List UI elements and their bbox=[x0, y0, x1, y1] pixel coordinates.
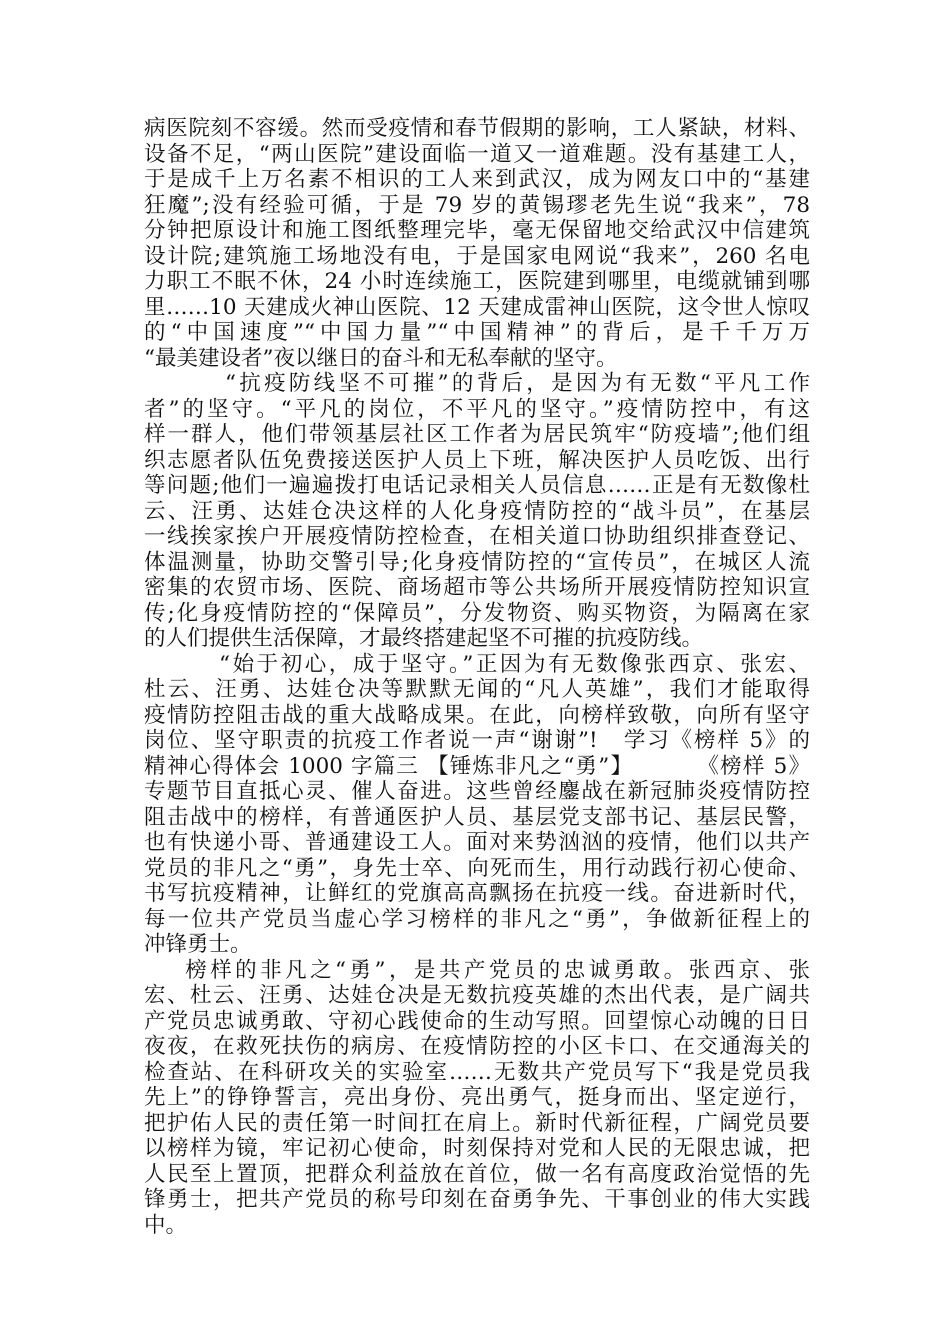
text-line: 人民至上置顶，把群众利益放在首位，做一名有高度政治觉悟的先 bbox=[144, 1161, 810, 1187]
text-line: 检查站、在科研攻关的实验室……无数共产党员写下“我是党员我 bbox=[144, 1059, 810, 1085]
text-line: 一线挨家挨户开展疫情防控检查，在相关道口协助组织排查登记、 bbox=[144, 524, 810, 549]
text-line: 精神心得体会 1000 字篇三 【锤炼非凡之“勇”】 《榜样 5》 bbox=[144, 753, 810, 779]
text-line: 设计院;建筑施工场地没有电，于是国家电网说“我来”，260 名电 bbox=[144, 243, 810, 269]
text-line: 党员的非凡之“勇”，身先士卒、向死而生，用行动践行初心使命、 bbox=[144, 855, 810, 881]
text-line: 样一群人，他们带领基层社区工作者为居民筑牢“防疫墙”;他们组 bbox=[144, 422, 810, 447]
text-line: 密集的农贸市场、医院、商场超市等公共场所开展疫情防控知识宣 bbox=[144, 575, 810, 600]
text-line: 专题节目直抵心灵、催人奋进。这些曾经鏖战在新冠肺炎疫情防控 bbox=[144, 779, 810, 804]
text-line: 岗位、坚守职责的抗疫工作者说一声“谢谢”! 学习《榜样 5》的 bbox=[144, 728, 810, 753]
text-line: 的“中国速度”“中国力量”“中国精神”的背后，是千千万万 bbox=[144, 320, 810, 345]
text-line: 病医院刻不容缓。然而受疫情和春节假期的影响，工人紧缺，材料、 bbox=[144, 116, 810, 141]
text-line: 的人们提供生活保障，才最终搭建起坚不可摧的抗疫防线。 bbox=[144, 626, 704, 651]
text-line: “抗疫防线坚不可摧”的背后，是因为有无数“平凡工作 bbox=[144, 371, 810, 396]
text-line: 夜夜，在救死扶伤的病房、在疫情防控的小区卡口、在交通海关的 bbox=[144, 1034, 810, 1059]
text-line: 也有快递小哥、普通建设工人。面对来势汹汹的疫情，他们以共产 bbox=[144, 830, 810, 855]
text-line: 传;化身疫情防控的“保障员”，分发物资、购买物资，为隔离在家 bbox=[144, 600, 810, 626]
text-line: 以榜样为镜，牢记初心使命，时刻保持对党和人民的无限忠诚，把 bbox=[144, 1136, 810, 1161]
text-line: 中。 bbox=[144, 1212, 188, 1238]
text-line: 织志愿者队伍免费接送医护人员上下班，解决医护人员吃饭、出行 bbox=[144, 447, 810, 473]
text-line: 云、汪勇、达娃仓决这样的人化身疫情防控的“战斗员”，在基层 bbox=[144, 498, 810, 524]
text-line: “始于初心，成于坚守。”正因为有无数像张西京、张宏、 bbox=[144, 651, 810, 677]
text-line: 杜云、汪勇、达娃仓决等默默无闻的“凡人英雄”，我们才能取得 bbox=[144, 677, 810, 702]
body-text bbox=[144, 116, 810, 1238]
text-line: 里……10 天建成火神山医院、12 天建成雷神山医院，这令世人惊叹 bbox=[144, 294, 810, 320]
text-line: 宏、杜云、汪勇、达娃仓决是无数抗疫英雄的杰出代表，是广阔共 bbox=[144, 983, 810, 1008]
text-line: 狂魔”;没有经验可循，于是 79 岁的黄锡璆老先生说“我来”，78 bbox=[144, 192, 810, 218]
text-line: 体温测量，协助交警引导;化身疫情防控的“宣传员”，在城区人流 bbox=[144, 549, 810, 575]
text-line: “最美建设者”夜以继日的奋斗和无私奉献的坚守。 bbox=[144, 345, 618, 371]
text-line: 榜样的非凡之“勇”，是共产党员的忠诚勇敢。张西京、张 bbox=[144, 957, 810, 983]
text-line: 等问题;他们一遍遍拨打电话记录相关人员信息……正是有无数像杜 bbox=[144, 473, 810, 498]
text-line: 冲锋勇士。 bbox=[144, 932, 252, 957]
text-line: 力职工不眠不休，24 小时连续施工，医院建到哪里，电缆就铺到哪 bbox=[144, 269, 810, 294]
text-line: 产党员忠诚勇敢、守初心践使命的生动写照。回望惊心动魄的日日 bbox=[144, 1008, 810, 1034]
text-line: 者”的坚守。“平凡的岗位，不平凡的坚守。”疫情防控中，有这 bbox=[144, 396, 810, 422]
text-line: 于是成千上万名素不相识的工人来到武汉，成为网友口中的“基建 bbox=[144, 167, 810, 192]
text-line: 阻击战中的榜样，有普通医护人员、基层党支部书记、基层民警， bbox=[144, 804, 810, 830]
text-line: 疫情防控阻击战的重大战略成果。在此，向榜样致敬，向所有坚守 bbox=[144, 702, 810, 728]
text-line: 分钟把原设计和施工图纸整理完毕，毫无保留地交给武汉中信建筑 bbox=[144, 218, 810, 243]
text-line: 把护佑人民的责任第一时间扛在肩上。新时代新征程，广阔党员要 bbox=[144, 1110, 810, 1136]
text-line: 先上”的铮铮誓言，亮出身份、亮出勇气，挺身而出、坚定逆行， bbox=[144, 1085, 810, 1110]
text-line: 书写抗疫精神，让鲜红的党旗高高飘扬在抗疫一线。奋进新时代， bbox=[144, 881, 810, 906]
text-line: 设备不足，“两山医院”建设面临一道又一道难题。没有基建工人， bbox=[144, 141, 810, 167]
text-line: 每一位共产党员当虚心学习榜样的非凡之“勇”，争做新征程上的 bbox=[144, 906, 810, 932]
document-page bbox=[144, 116, 810, 1238]
text-line: 锋勇士，把共产党员的称号印刻在奋勇争先、干事创业的伟大实践 bbox=[144, 1187, 810, 1212]
